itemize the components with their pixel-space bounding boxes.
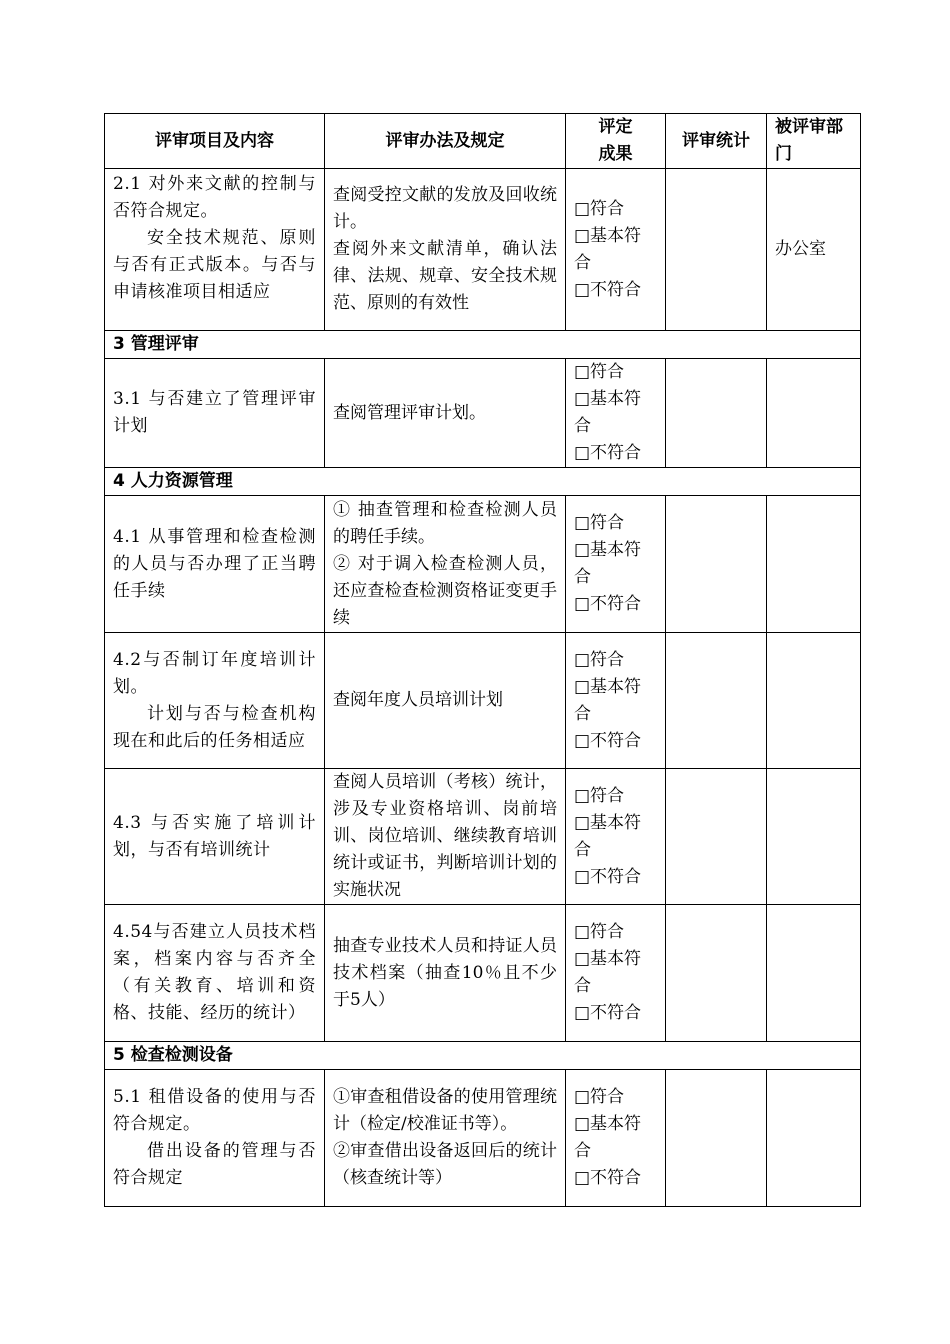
item-cell: [105, 1070, 325, 1207]
item-text: 4.3 与否实施了培训计划，与否有培训统计: [113, 812, 316, 860]
stats-cell[interactable]: [666, 633, 767, 769]
header-stats: 评审统计: [666, 114, 767, 169]
option-basic-conform[interactable]: □基本符合: [574, 812, 642, 860]
option-conform[interactable]: □符合: [574, 649, 625, 670]
dept-cell: [767, 769, 861, 905]
section-row: [105, 1042, 861, 1070]
method-text: ② 对于调入检查检测人员，还应查检查检测资格证变更手续: [333, 553, 557, 628]
item-text: 3.1 与否建立了管理评审计划: [113, 389, 316, 436]
stats-cell[interactable]: [666, 905, 767, 1042]
table-row: [105, 1070, 861, 1207]
dept-cell: [767, 905, 861, 1042]
result-cell: [566, 1070, 666, 1207]
dept-cell: [767, 359, 861, 468]
header-dept: 被评审部门: [767, 114, 861, 169]
method-text: ①审查租借设备的使用管理统计（检定/校准证书等）。: [333, 1087, 557, 1134]
section-title: 3 管理评审: [105, 331, 861, 359]
item-text: 计划与否与检查机构现在和此后的任务相适应: [113, 703, 316, 751]
section-title: 5 检查检测设备: [105, 1042, 861, 1070]
method-cell: [325, 633, 566, 769]
table-row: [105, 169, 861, 331]
stats-cell[interactable]: [666, 359, 767, 468]
table-row: [105, 359, 861, 468]
result-cell: [566, 169, 666, 331]
option-basic-conform[interactable]: □基本符合: [574, 225, 642, 273]
item-text: 安全技术规范、原则与否有正式版本。与否与申请核准项目相适应: [113, 228, 316, 302]
method-cell: [325, 496, 566, 633]
option-basic-conform[interactable]: □基本符合: [574, 949, 642, 996]
option-conform[interactable]: □符合: [574, 1087, 625, 1107]
option-nonconform[interactable]: □不符合: [574, 1168, 642, 1188]
item-text: 4.54与否建立人员技术档案，档案内容与否齐全（有关教育、培训和资格、技能、经历的统计）: [113, 922, 316, 1023]
option-conform[interactable]: □符合: [574, 922, 625, 942]
stats-cell[interactable]: [666, 169, 767, 331]
option-nonconform[interactable]: □不符合: [574, 279, 642, 300]
stats-cell[interactable]: [666, 496, 767, 633]
table-row: [105, 769, 861, 905]
method-cell: [325, 169, 566, 331]
dept-cell: [767, 633, 861, 769]
section-row: [105, 331, 861, 359]
option-nonconform[interactable]: □不符合: [574, 443, 642, 463]
option-conform[interactable]: □符合: [574, 785, 625, 806]
method-cell: [325, 359, 566, 468]
result-cell: [566, 769, 666, 905]
method-text: 查阅管理评审计划。: [333, 402, 486, 423]
result-cell: [566, 496, 666, 633]
option-conform[interactable]: □符合: [574, 198, 625, 219]
table-row: [105, 633, 861, 769]
method-text: 查阅年度人员培训计划: [333, 690, 503, 710]
option-basic-conform[interactable]: □基本符合: [574, 676, 642, 724]
header-method: 评审办法及规定: [325, 114, 566, 169]
option-conform[interactable]: □符合: [574, 513, 625, 533]
option-nonconform[interactable]: □不符合: [574, 730, 642, 751]
method-text: ① 抽查管理和检查检测人员的聘任手续。: [333, 499, 557, 547]
method-cell: [325, 905, 566, 1042]
method-text: 抽查专业技术人员和持证人员技术档案（抽查10％且不少于5人）: [333, 935, 557, 1010]
header-item: 评审项目及内容: [105, 114, 325, 169]
header-row: [105, 114, 861, 169]
item-cell: [105, 905, 325, 1042]
option-nonconform[interactable]: □不符合: [574, 594, 642, 614]
dept-cell: [767, 1070, 861, 1207]
section-row: [105, 468, 861, 496]
method-cell: [325, 1070, 566, 1207]
table-row: [105, 496, 861, 633]
option-conform[interactable]: □符合: [574, 362, 625, 382]
dept-cell: [767, 496, 861, 633]
dept-cell: 办公室: [767, 169, 861, 331]
stats-cell[interactable]: [666, 769, 767, 905]
result-cell: [566, 633, 666, 769]
option-nonconform[interactable]: □不符合: [574, 866, 642, 887]
header-result: [566, 114, 666, 169]
method-text: ②审查借出设备返回后的统计（核查统计等）: [333, 1141, 557, 1188]
result-cell: [566, 359, 666, 468]
review-table: [104, 113, 861, 1207]
option-basic-conform[interactable]: □基本符合: [574, 540, 642, 587]
stats-cell[interactable]: [666, 1070, 767, 1207]
item-cell: [105, 633, 325, 769]
table-row: [105, 905, 861, 1042]
section-title: 4 人力资源管理: [105, 468, 861, 496]
item-text: 5.1 租借设备的使用与否符合规定。: [113, 1087, 316, 1134]
item-cell: [105, 496, 325, 633]
item-text: 4.1 从事管理和检查检测的人员与否办理了正当聘任手续: [113, 526, 316, 601]
method-text: 查阅人员培训（考核）统计，涉及专业资格培训、岗前培训、岗位培训、继续教育培训统计或证书，判断培训计划的实施状况: [333, 772, 557, 900]
result-cell: [566, 905, 666, 1042]
option-nonconform[interactable]: □不符合: [574, 1003, 642, 1023]
method-cell: [325, 769, 566, 905]
method-text: 查阅受控文献的发放及回收统计。: [333, 185, 557, 232]
option-basic-conform[interactable]: □基本符合: [574, 1114, 642, 1161]
item-cell: [105, 359, 325, 468]
method-text: 查阅外来文献清单，确认法律、法规、规章、安全技术规范、原则的有效性: [333, 239, 557, 313]
item-text: 借出设备的管理与否符合规定: [113, 1141, 316, 1188]
option-basic-conform[interactable]: □基本符合: [574, 389, 642, 436]
item-text: 2.1 对外来文献的控制与否符合规定。: [113, 174, 316, 221]
item-cell: [105, 169, 325, 331]
item-text: 4.2与否制订年度培训计划。: [113, 649, 316, 697]
header-result-text: 评定 成果: [598, 117, 633, 164]
item-cell: [105, 769, 325, 905]
